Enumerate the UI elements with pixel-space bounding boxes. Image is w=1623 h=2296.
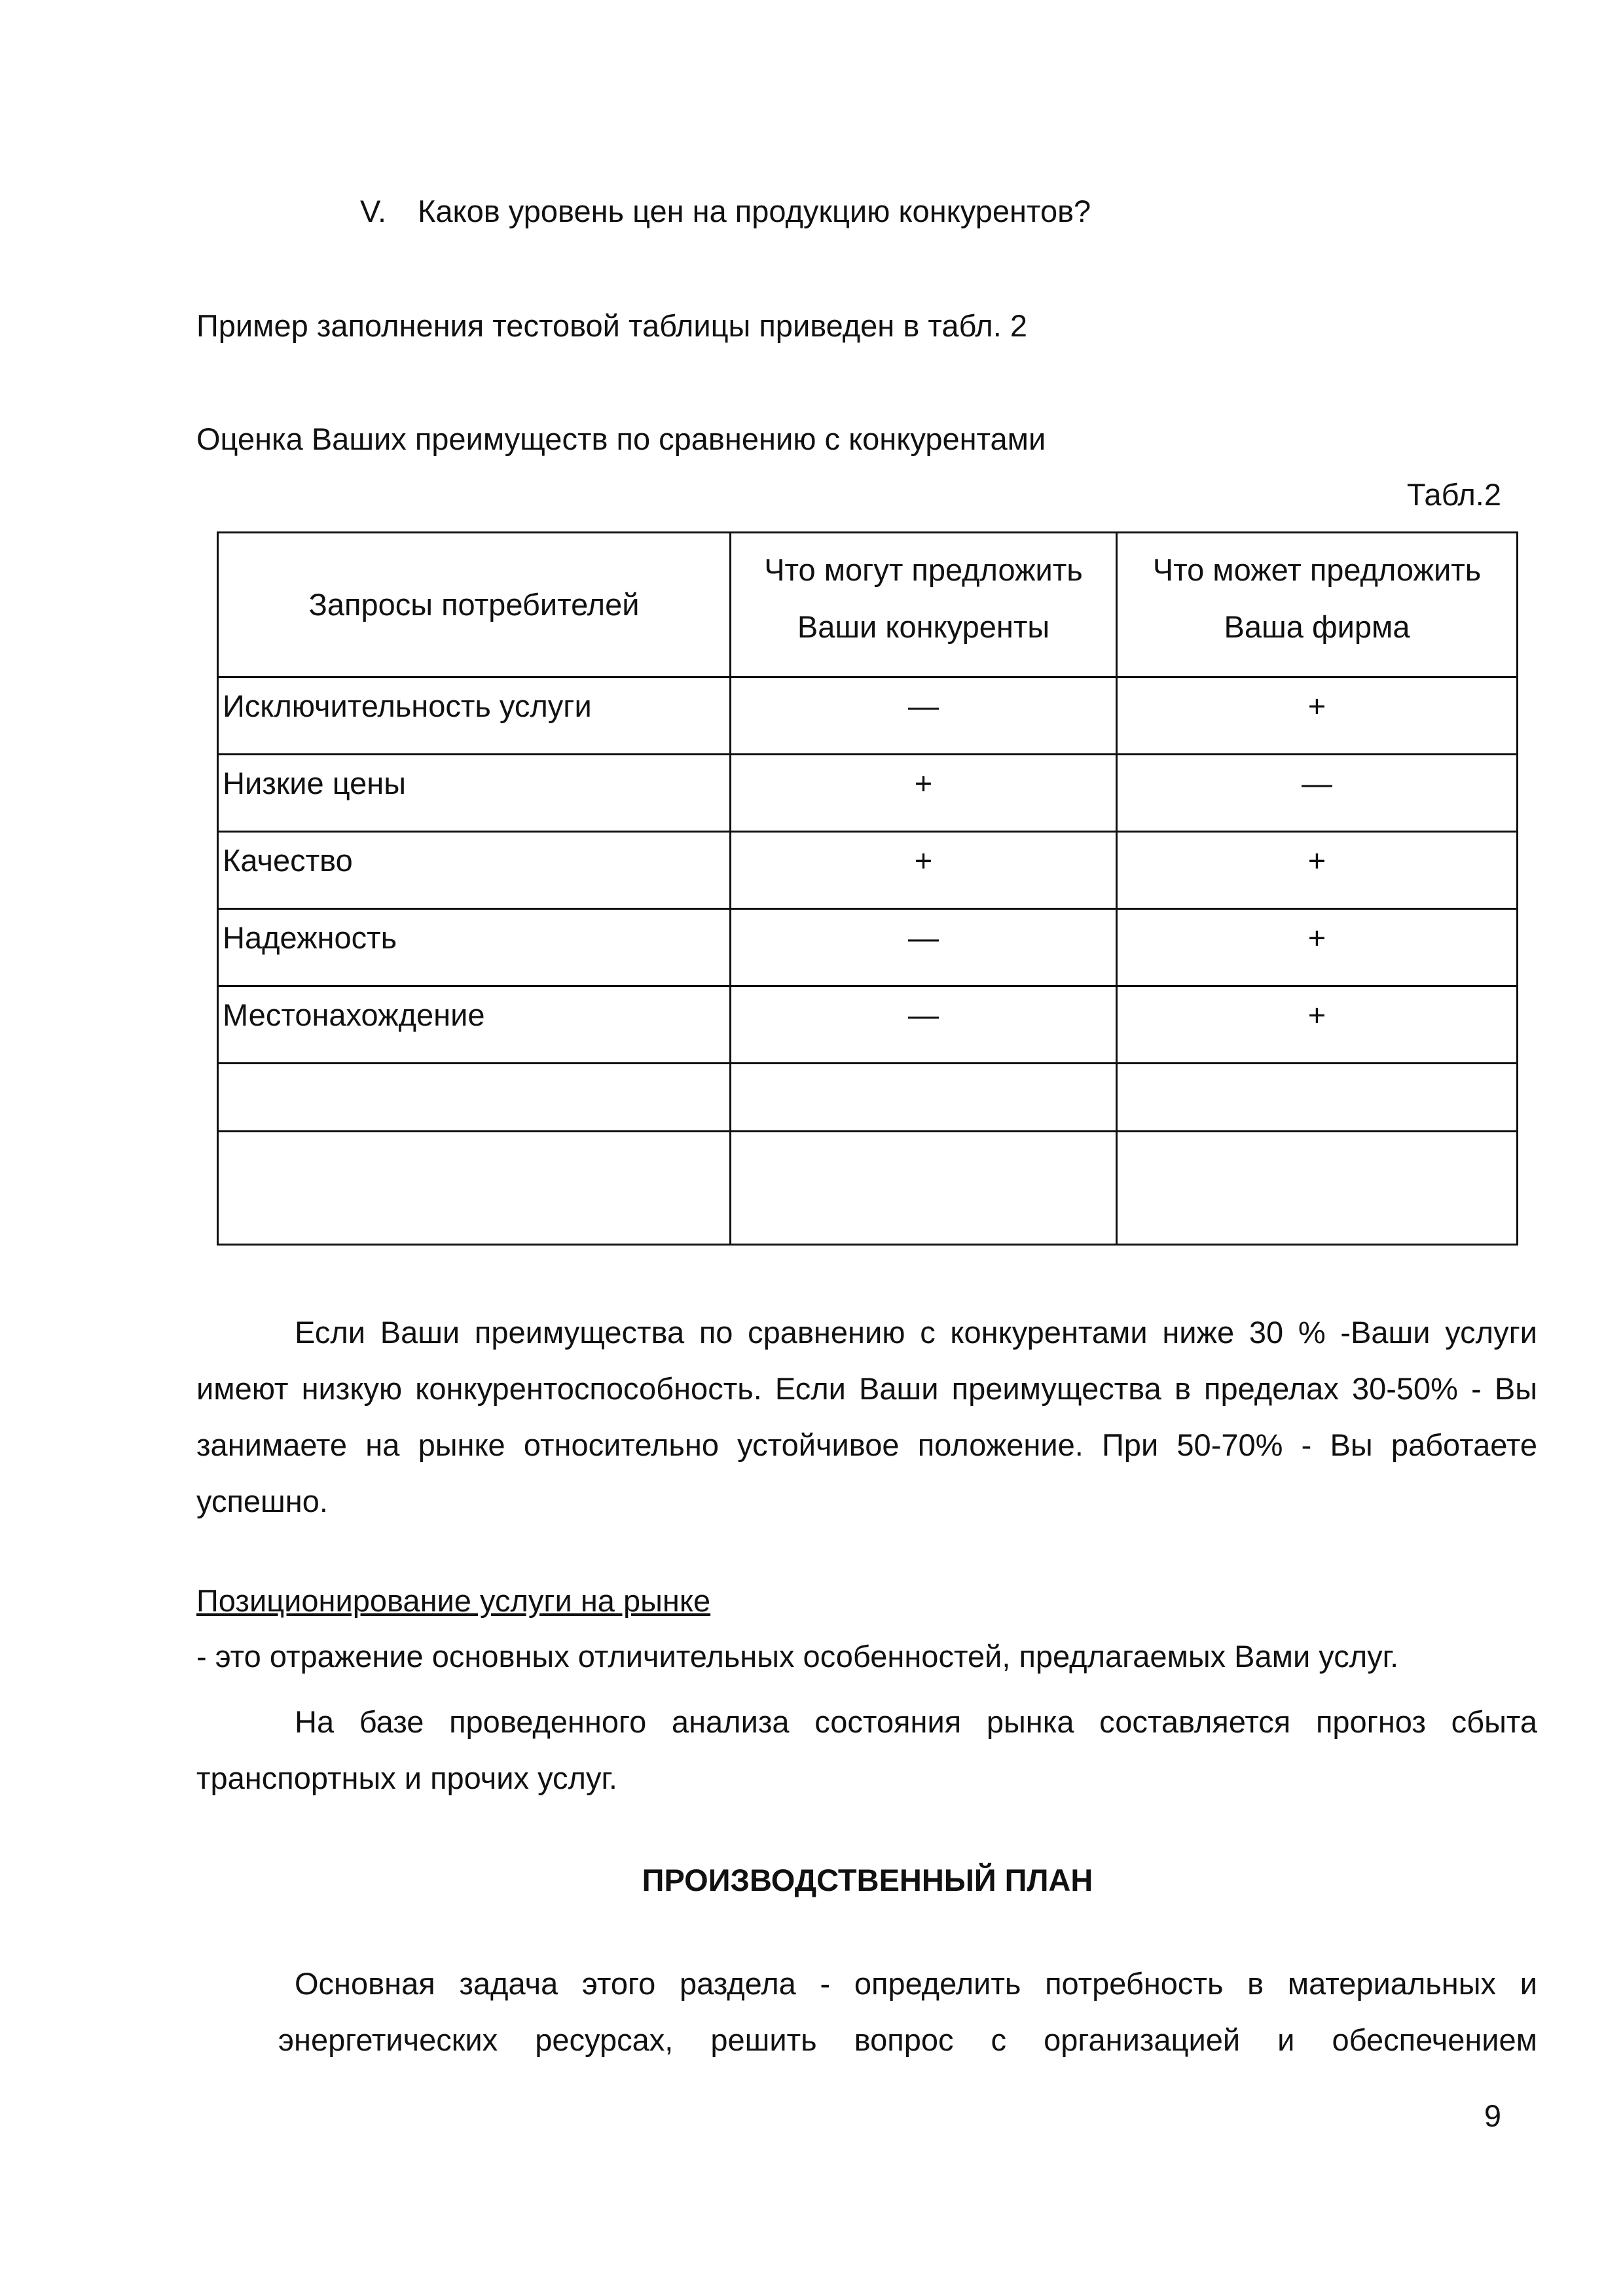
table-row [218,677,1518,755]
row-label: Местонахождение [218,986,731,1064]
header-consumer-requests [218,533,731,677]
list-item-text: Каков уровень цен на продукцию конкурентов? [418,194,1091,228]
empty-cell [731,1132,1117,1245]
header-competitors-line2: Ваши конкуренты [797,609,1050,644]
row-label: Надежность [218,909,731,986]
row-competitors-mark: — [731,677,1117,755]
production-paragraph [196,1956,1537,2068]
header-firm-line1: Что может предложить [1152,552,1482,587]
table-number-label: Табл.2 [1406,477,1501,512]
positioning-definition: - это отражение основных отличительных особенностей, предлагаемых Вами услуг. [196,1639,1399,1674]
list-item-number: V. [360,194,387,228]
row-competitors-mark: + [731,755,1117,832]
competitive-advantage-table [217,531,1518,1246]
page-number: 9 [1484,2098,1501,2133]
section-heading: ПРОИЗВОДСТВЕННЫЙ ПЛАН [642,1863,1093,1897]
row-firm-mark: + [1117,832,1518,909]
empty-cell [218,1132,731,1245]
empty-cell [218,1064,731,1132]
row-label: Низкие цены [218,755,731,832]
table-row-empty [218,1064,1518,1132]
table-row-empty [218,1132,1518,1245]
row-firm-mark: + [1117,986,1518,1064]
header-firm-line2: Ваша фирма [1224,609,1410,644]
advantages-paragraph: Если Ваши преимущества по сравнению с конкурентами ниже 30 % -Ваши услуги имеют низкую конкурентоспособность. Если Ваши преимущества в пределах 30-50% - Вы занимаете на рынке относительно устойчивое положение. При 50-70% - Вы работаете успешно. [196,1315,1537,1518]
header-competitors-offer [731,533,1117,677]
production-paragraph-line2: энергетических ресурсах, решить вопрос с организацией и обеспечением [278,2022,1537,2057]
table-row [218,755,1518,832]
row-firm-mark: + [1117,909,1518,986]
row-firm-mark: + [1117,677,1518,755]
row-competitors-mark: + [731,832,1117,909]
production-paragraph-line1: Основная задача этого раздела - определить потребность в материальных и [295,1966,1537,2001]
header-consumer-requests-text: Запросы потребителей [308,587,640,622]
empty-cell [1117,1064,1518,1132]
table-row [218,909,1518,986]
forecast-paragraph: На базе проведенного анализа состояния рынка составляется прогноз сбыта транспортных и прочих услуг. [196,1704,1537,1795]
empty-cell [731,1064,1117,1132]
row-label: Качество [218,832,731,909]
question-list-item [360,193,1091,229]
row-firm-mark: — [1117,755,1518,832]
table-row [218,986,1518,1064]
positioning-heading: Позиционирование услуги на рынке [196,1583,711,1618]
header-firm-offer [1117,533,1518,677]
table-header-row [218,533,1518,677]
example-reference-text: Пример заполнения тестовой таблицы приведен в табл. 2 [196,308,1027,343]
row-competitors-mark: — [731,986,1117,1064]
row-label: Исключительность услуги [218,677,731,755]
table-row [218,832,1518,909]
row-competitors-mark: — [731,909,1117,986]
table-title: Оценка Ваших преимуществ по сравнению с конкурентами [196,422,1046,456]
empty-cell [1117,1132,1518,1245]
header-competitors-line1: Что могут предложить [764,552,1083,587]
